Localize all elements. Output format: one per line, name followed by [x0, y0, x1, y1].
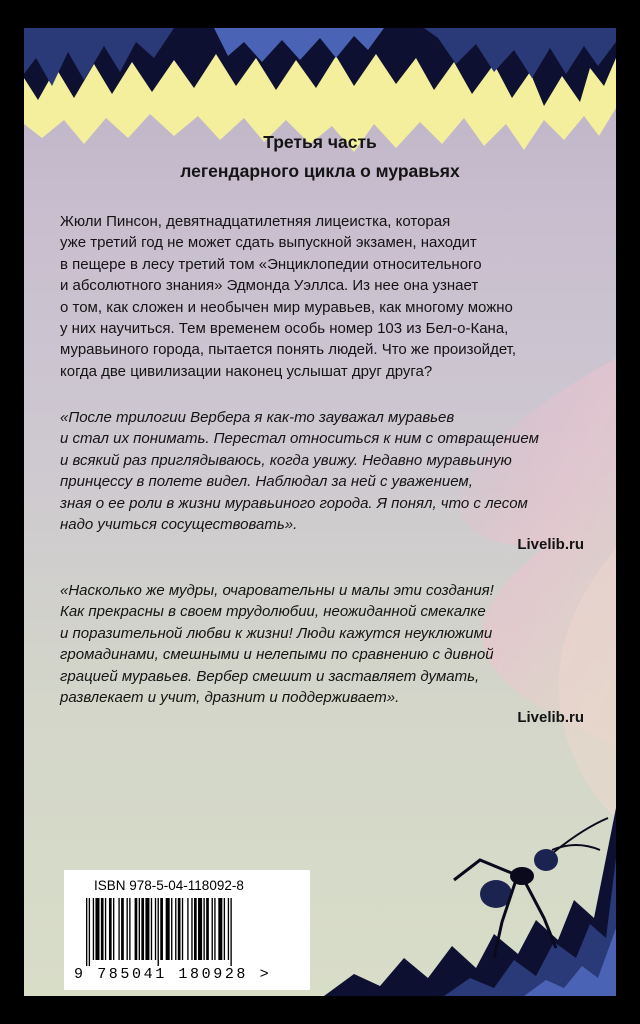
review-quote-2 — [60, 580, 600, 708]
synopsis-line: муравьиного города, пытается понять людей. Что же произойдет, — [60, 341, 517, 359]
review-line: надо учиться сосуществовать». — [60, 516, 298, 534]
barcode-bar — [93, 898, 94, 960]
review-line: громадинами, смешными и нелепыми по сравнению с дивной — [60, 646, 494, 664]
isbn-label: ISBN 978-5-04-118092-8 — [94, 878, 244, 893]
barcode-bar — [214, 898, 215, 960]
barcode-icon — [84, 898, 290, 966]
barcode-bar — [198, 898, 202, 960]
barcode-bar — [118, 898, 119, 960]
barcode-bar — [105, 898, 106, 960]
synopsis-line: и абсолютного знания» Эдмонда Уэллса. Из нее она узнает — [60, 277, 479, 295]
review-line: Как прекрасны в своем трудолюбии, неожиданной смекалке — [60, 603, 486, 621]
barcode-bar — [212, 898, 213, 960]
barcode-bar — [89, 898, 90, 966]
review-line: «Насколько же мудры, очаровательны и малы эти создания! — [60, 582, 494, 599]
synopsis-line: Жюли Пинсон, девятнадцатилетняя лицеистка, которая — [60, 213, 451, 230]
barcode-bar — [121, 898, 124, 960]
review-line: развлекает и учит, дразнит и поддерживает». — [60, 689, 400, 707]
barcode-bar — [139, 898, 140, 960]
review-line: и стал их понимать. Перестал относиться к ним с отвращением — [60, 430, 539, 448]
barcode-bar — [86, 898, 87, 966]
barcode-bar — [158, 898, 159, 966]
ean-digits: 9 785041 180928 > — [74, 966, 272, 983]
barcode-bar — [166, 898, 170, 960]
synopsis — [60, 211, 600, 382]
barcode-bar — [155, 898, 156, 960]
barcode-bar — [129, 898, 130, 960]
barcode-bar — [95, 898, 99, 960]
barcode-bar — [230, 898, 231, 966]
synopsis-line: о том, как сложен и необычен мир муравьев, как многому можно — [60, 298, 513, 316]
barcode-bar — [101, 898, 104, 960]
synopsis-line: в пещере в лесу третий том «Энциклопедии относительного — [60, 255, 482, 273]
barcode-bar — [109, 898, 112, 960]
headline-line1: Третья часть — [263, 132, 377, 152]
back-cover — [24, 28, 616, 996]
barcode-bar — [187, 898, 188, 960]
review-line: «После трилогии Вербера я как-то зауважал муравьев — [60, 409, 455, 426]
barcode-bar — [206, 898, 209, 960]
review-source-2: Livelib.ru — [517, 709, 584, 726]
review-line: грацией муравьев. Вербер смешит и заставляет думать, — [60, 667, 480, 685]
barcode-bar — [178, 898, 181, 960]
review-source-1: Livelib.ru — [517, 536, 584, 553]
review-line: и всякий раз приглядываюсь, когда увижу. Недавно муравьиную — [60, 451, 512, 469]
barcode-bar — [135, 898, 138, 960]
barcode-bar — [145, 898, 149, 960]
headline-line2: легендарного цикла о муравьях — [180, 161, 460, 181]
barcode-bar — [171, 898, 172, 960]
barcode-bar — [113, 898, 114, 960]
review-quote-1 — [60, 407, 600, 535]
synopsis-line: когда две цивилизации наконец услышат друг друга? — [60, 362, 433, 380]
barcode-bar — [141, 898, 144, 960]
review-line: принцессу в полете видел. Наблюдал за ней с уважением, — [60, 473, 473, 491]
barcode-bar — [224, 898, 225, 960]
barcode-bar — [203, 898, 204, 960]
review-line: зная о ее роли в жизни муравьиного города. Я понял, что с лесом — [60, 494, 528, 512]
isbn-barcode-panel — [64, 870, 310, 990]
barcode-bar — [191, 898, 192, 960]
review-line: и поразительной любви к жизни! Люди кажутся неуклюжими — [60, 624, 493, 642]
barcode-bar — [175, 898, 176, 960]
barcode-bar — [160, 898, 163, 960]
barcode-bar — [218, 898, 222, 960]
synopsis-line: у них научиться. Тем временем особь номер 103 из Бел-о-Кана, — [60, 320, 509, 338]
barcode-bar — [182, 898, 183, 960]
barcode-bar — [127, 898, 128, 960]
barcode-bar — [228, 898, 229, 960]
synopsis-line: уже третий год не может сдать выпускной экзамен, находит — [60, 234, 477, 252]
barcode-bar — [194, 898, 197, 960]
barcode-bar — [151, 898, 152, 960]
